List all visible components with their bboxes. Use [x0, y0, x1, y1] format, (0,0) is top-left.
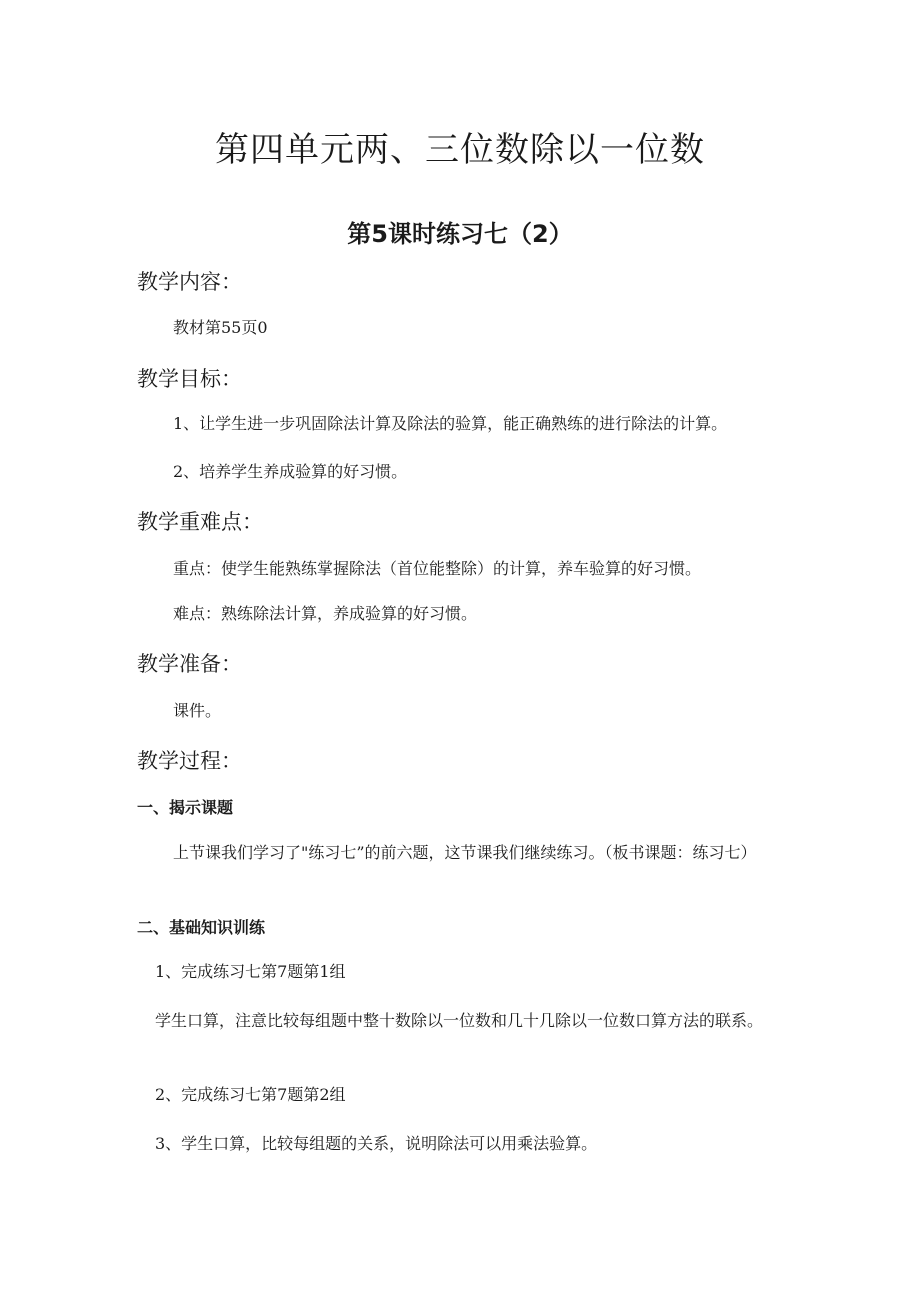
content-heading: 教学内容：	[137, 270, 242, 294]
content-text: 教材第55页0	[173, 318, 268, 337]
section-2-item-1: 1、完成练习七第7题第1组	[155, 962, 346, 981]
preparation-heading: 教学准备：	[137, 652, 242, 676]
section-2-item-3: 2、完成练习七第7题第2组	[155, 1085, 346, 1104]
goals-heading: 教学目标：	[137, 367, 242, 391]
section-1-heading: 一、揭示课题	[137, 798, 234, 817]
section-2-heading: 二、基础知识训练	[137, 918, 266, 937]
section-2-item-2: 学生口算，注意比较每组题中整十数除以一位数和几十几除以一位数口算方法的联系。	[155, 1011, 764, 1030]
preparation-text: 课件。	[173, 701, 222, 720]
goal-item-2: 2、培养学生养成验算的好习惯。	[173, 462, 408, 481]
key-point-text: 重点：使学生能熟练掌握除法（首位能整除）的计算，养车验算的好习惯。	[173, 559, 702, 578]
difficult-point-text: 难点：熟练除法计算，养成验算的好习惯。	[173, 604, 478, 623]
section-1-text: 上节课我们学习了"练习七”的前六题，这节课我们继续练习。（板书课题：练习七）	[173, 843, 757, 862]
page-title: 第四单元两、三位数除以一位数	[215, 130, 705, 170]
key-points-heading: 教学重难点：	[137, 510, 263, 534]
process-heading: 教学过程：	[137, 749, 242, 773]
section-2-item-4: 3、学生口算，比较每组题的关系，说明除法可以用乘法验算。	[155, 1134, 598, 1153]
lesson-title: 第5课时练习七（2）	[347, 220, 573, 248]
goal-item-1: 1、让学生进一步巩固除法计算及除法的验算，能正确熟练的进行除法的计算。	[173, 414, 728, 433]
